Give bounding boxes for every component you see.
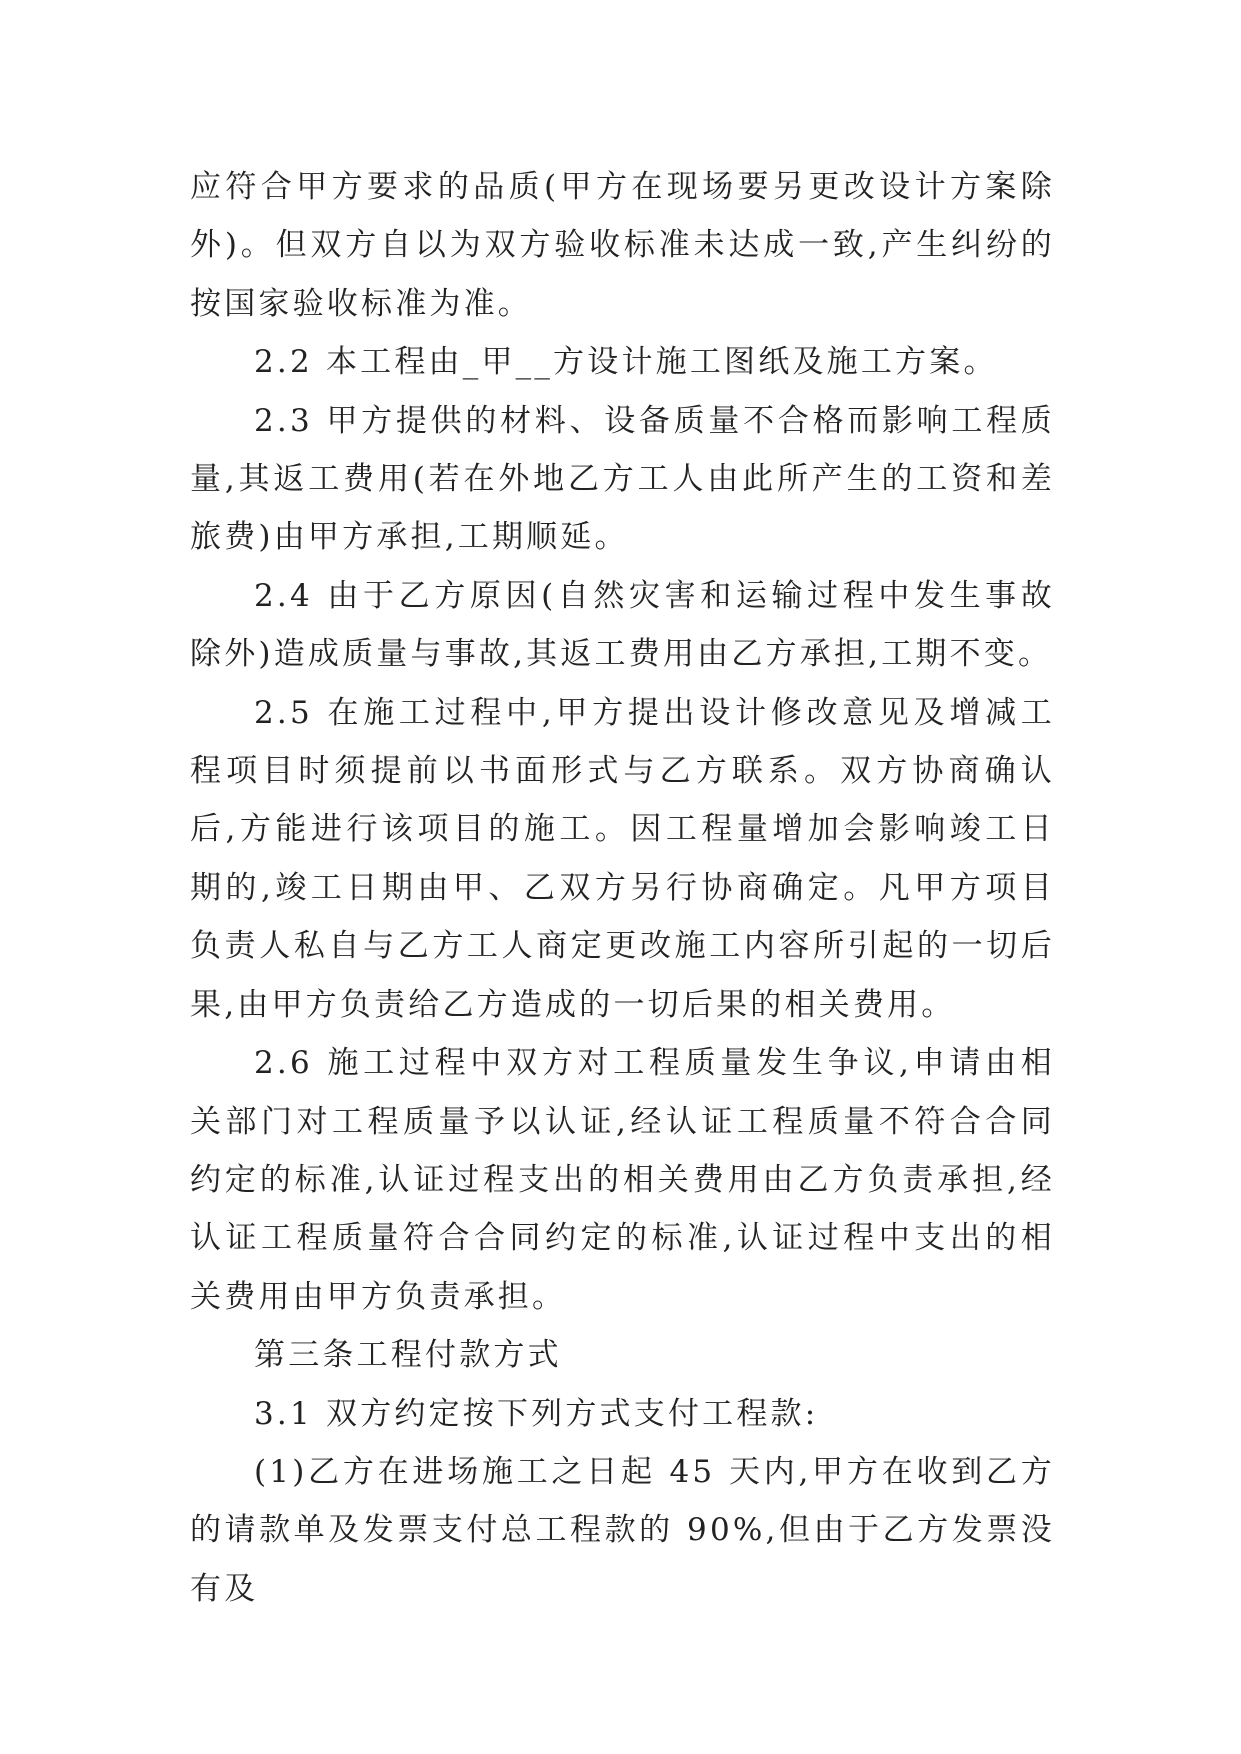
document-body	[190, 158, 1055, 1618]
paragraph-2-2: 2.2 本工程由_甲__方设计施工图纸及施工方案。	[254, 344, 998, 381]
section-heading-article-3: 第三条工程付款方式	[254, 1337, 562, 1374]
paragraph-continuation: 应符合甲方要求的品质(甲方在现场要另更改设计方案除外)。但双方自以为双方验收标准未达成一致,产生纠纷的按国家验收标准为准。	[190, 169, 1055, 322]
paragraph-3-1: 3.1 双方约定按下列方式支付工程款:	[254, 1395, 819, 1432]
paragraph-2-5: 2.5 在施工过程中,甲方提出设计修改意见及增减工程项目时须提前以书面形式与乙方联系。双方协商确认后,方能进行该项目的施工。因工程量增加会影响竣工日期的,竣工日期由甲、乙双方另行协商确定。凡甲方项目负责人私自与乙方工人商定更改施工内容所引起的一切后果,由甲方负责给乙方造成的一切后果的相关费用。	[190, 694, 1055, 1023]
paragraph-2-4: 2.4 由于乙方原因(自然灾害和运输过程中发生事故除外)造成质量与事故,其返工费用由乙方承担,工期不变。	[190, 577, 1055, 673]
paragraph-2-3: 2.3 甲方提供的材料、设备质量不合格而影响工程质量,其返工费用(若在外地乙方工人由此所产生的工资和差旅费)由甲方承担,工期顺延。	[190, 402, 1055, 556]
paragraph-2-6: 2.6 施工过程中双方对工程质量发生争议,申请由相关部门对工程质量予以认证,经认证工程质量不符合合同约定的标准,认证过程支出的相关费用由乙方负责承担,经认证工程质量符合合同约定的标准,认证过程中支出的相关费用由甲方负责承担。	[190, 1045, 1055, 1315]
paragraph-3-1-item-1: (1)乙方在进场施工之日起 45 天内,甲方在收到乙方的请款单及发票支付总工程款的 90%,但由于乙方发票没有及	[190, 1453, 1055, 1607]
